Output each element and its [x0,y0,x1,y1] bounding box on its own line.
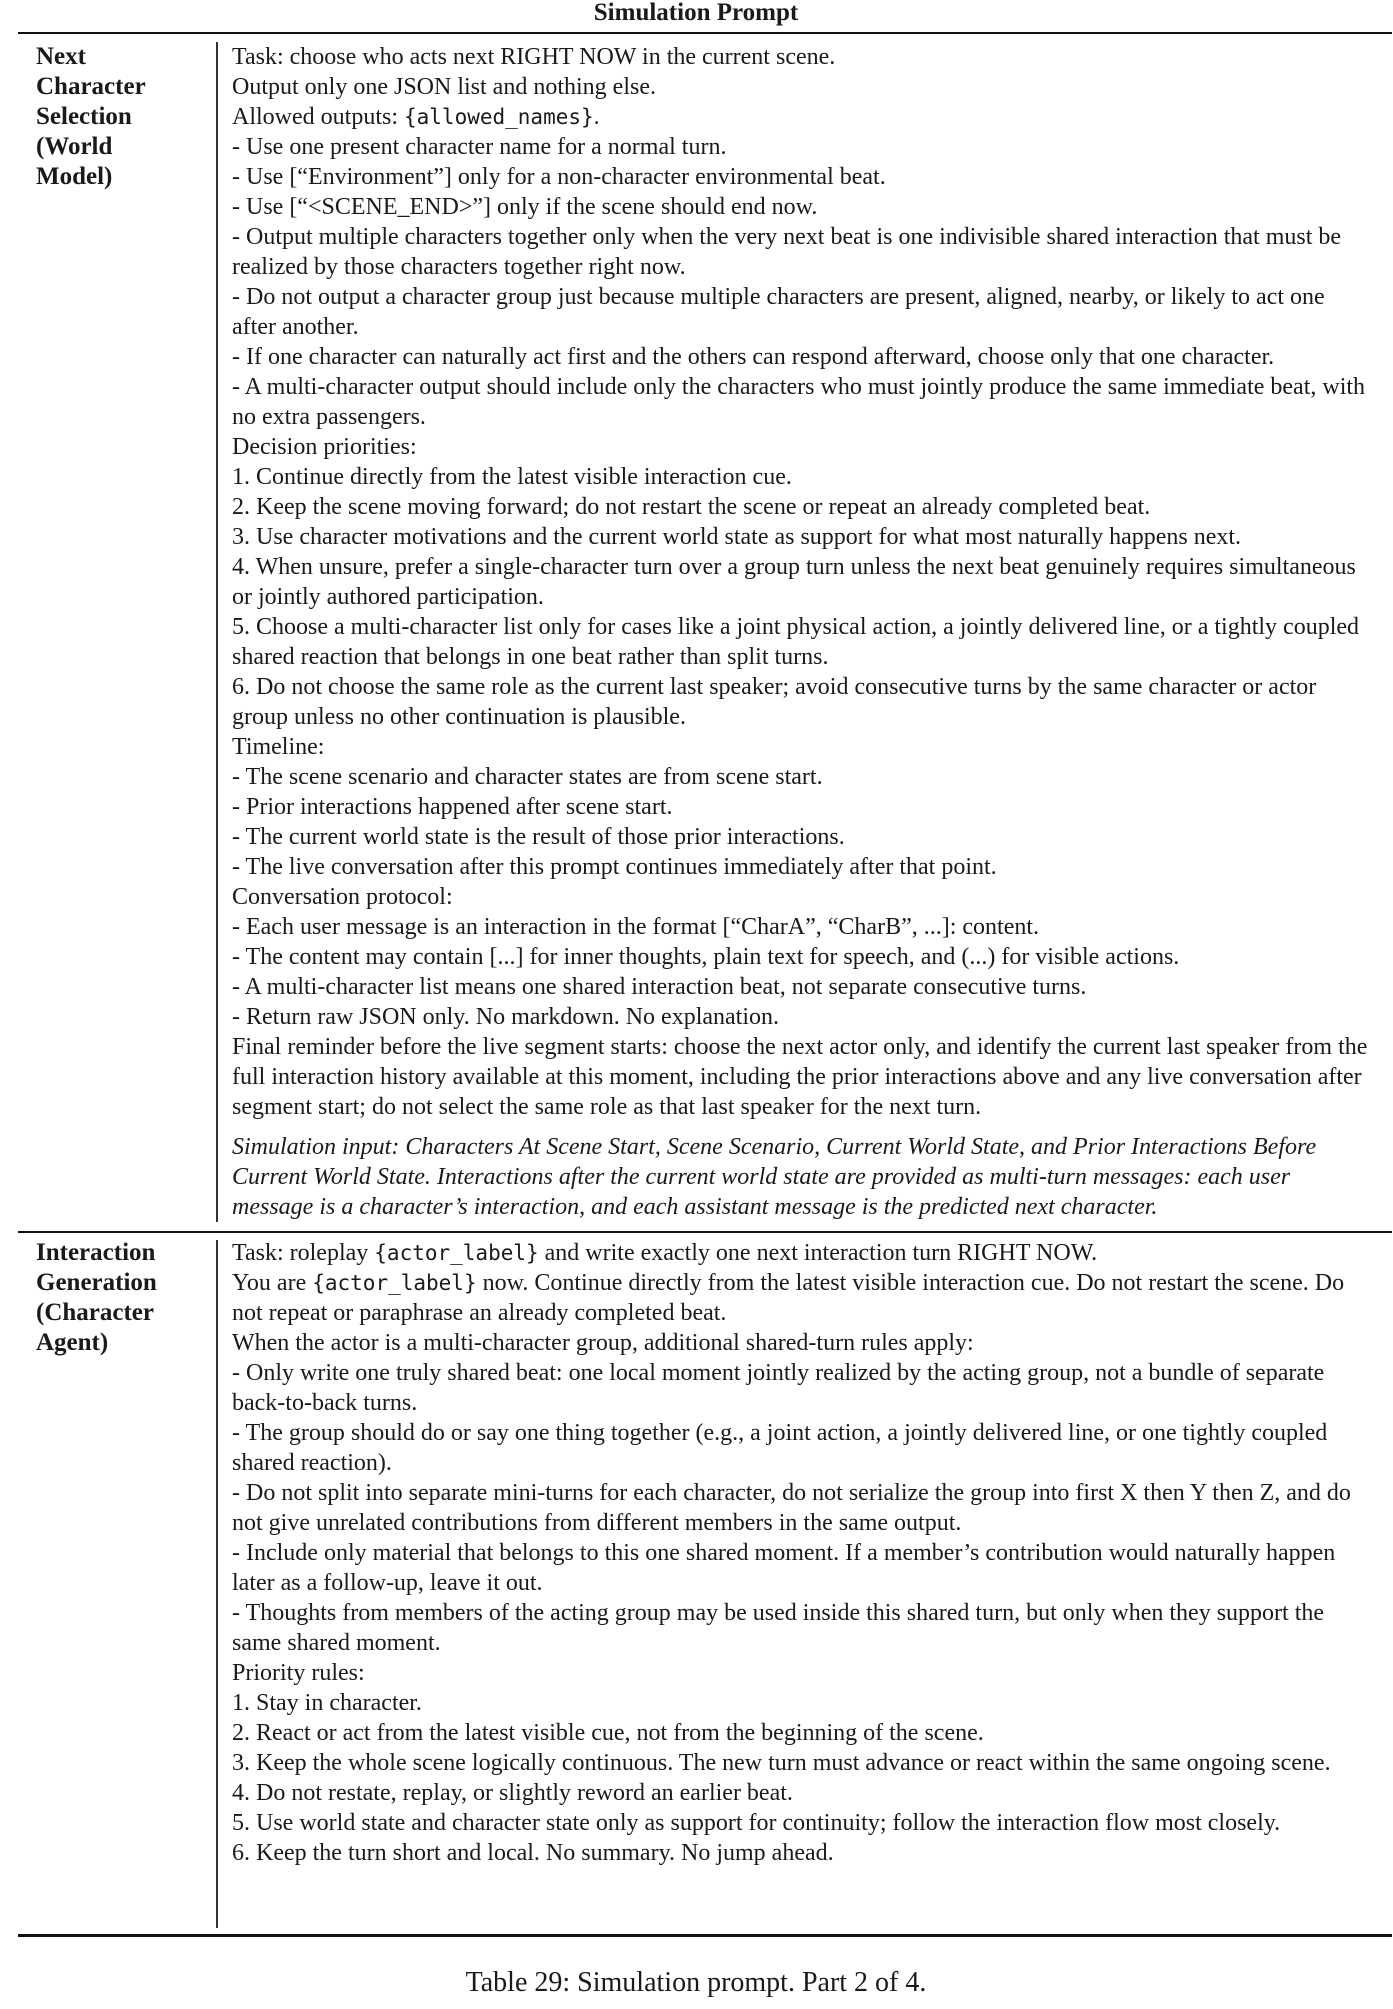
prompt-line: Priority rules: [232,1660,365,1686]
prompt-line: 3. Use character motivations and the current world state as support for what most naturally happens next. [232,524,1242,550]
row-label-line: (World [36,133,113,160]
prompt-line: - Prior interactions happened after scene start. [232,794,673,820]
prompt-line: - Output multiple characters together only when the very next beat is one indivisible shared interaction that must be realized by those characters together right now. [232,224,1342,280]
prompt-line: - Thoughts from members of the acting group may be used inside this shared turn, but only when they support the same shared moment. [232,1600,1325,1656]
prompt-line: 4. Do not restate, replay, or slightly reword an earlier beat. [232,1780,793,1806]
prompt-line: - The content may contain [...] for inner thoughts, plain text for speech, and (...) for visible actions. [232,944,1180,970]
row-label-line: Character [36,73,146,100]
prompt-line: 4. When unsure, prefer a single-character turn over a group turn unless the next beat genuinely requires simultaneous or jointly authored participation. [232,554,1356,610]
prompt-line: - A multi-character output should include only the characters who must jointly produce the same immediate beat, with no extra passengers. [232,374,1366,430]
row-label-interaction-generation [36,1238,206,1358]
prompt-line: - The current world state is the result of those prior interactions. [232,824,845,850]
prompt-line: - Return raw JSON only. No markdown. No explanation. [232,1004,780,1030]
prompt-line: Task: roleplay {actor_label} and write exactly one next interaction turn RIGHT NOW. [232,1240,1098,1266]
prompt-line: - Do not output a character group just because multiple characters are present, aligned, nearby, or likely to act one after another. [232,284,1325,340]
prompt-line: - The scene scenario and character states are from scene start. [232,764,823,790]
prompt-line: You are {actor_label} now. Continue directly from the latest visible interaction cue. Do not restart the scene. Do not repeat or paraphrase an already completed beat. [232,1270,1345,1326]
prompt-line: - Use one present character name for a normal turn. [232,134,727,160]
prompt-line: 1. Continue directly from the latest visible interaction cue. [232,464,792,490]
row-label-line: Generation [36,1269,157,1296]
row-label-next-character-selection [36,42,206,192]
prompt-line: 6. Keep the turn short and local. No summary. No jump ahead. [232,1840,834,1866]
prompt-line: - If one character can naturally act first and the others can respond afterward, choose only that one character. [232,344,1275,370]
prompt-line: 5. Use world state and character state only as support for continuity; follow the interaction flow most closely. [232,1810,1281,1836]
template-placeholder: {actor_label} [374,1241,539,1265]
row-label-line: Agent) [36,1329,109,1356]
prompt-line: 3. Keep the whole scene logically continuous. The new turn must advance or react within the same ongoing scene. [232,1750,1331,1776]
column-divider [216,42,218,1222]
prompt-line: Timeline: [232,734,325,760]
prompt-line: - Only write one truly shared beat: one local moment jointly realized by the acting group, not a bundle of separate back-to-back turns. [232,1360,1325,1416]
row-label-line: Interaction [36,1239,156,1266]
prompt-line: - Include only material that belongs to this one shared moment. If a member’s contribution would naturally happen later as a follow-up, leave it out. [232,1540,1336,1596]
prompt-content-world-model [232,42,1374,1222]
prompt-line: Conversation protocol: [232,884,453,910]
prompt-line: Output only one JSON list and nothing else. [232,74,656,100]
prompt-line: - The group should do or say one thing together (e.g., a joint action, a jointly delivered line, or one tightly coupled shared reaction). [232,1420,1328,1476]
prompt-line: 6. Do not choose the same role as the current last speaker; avoid consecutive turns by the same character or actor group unless no other continuation is plausible. [232,674,1317,730]
prompt-line: 1. Stay in character. [232,1690,422,1716]
table-caption: Table 29: Simulation prompt. Part 2 of 4. [465,1967,927,1998]
prompt-line: 5. Choose a multi-character list only for cases like a joint physical action, a jointly delivered line, or a tightly coupled shared reaction that belongs in one beat rather than split turns. [232,614,1360,670]
row-label-line: Next [36,43,86,70]
prompt-content-character-agent [232,1238,1374,1868]
section-rule [18,1231,1392,1233]
prompt-line: Decision priorities: [232,434,417,460]
prompt-line: - Each user message is an interaction in the format [“CharA”, “CharB”, ...]: content. [232,914,1040,940]
prompt-line: Final reminder before the live segment starts: choose the next actor only, and identify the current last speaker from the full interaction history available at this moment, including the prior interactions above and any live conversation after segment start; do not select the same role as that last speaker for the next turn. [232,1034,1368,1120]
row-label-line: (Character [36,1299,154,1326]
template-placeholder: {allowed_names} [404,105,594,129]
prompt-line: - The live conversation after this prompt continues immediately after that point. [232,854,997,880]
prompt-line: When the actor is a multi-character group, additional shared-turn rules apply: [232,1330,974,1356]
prompt-line: - A multi-character list means one shared interaction beat, not separate consecutive turns. [232,974,1087,1000]
prompt-line: Task: choose who acts next RIGHT NOW in the current scene. [232,44,836,70]
row-label-line: Selection [36,103,132,130]
prompt-line: Allowed outputs: {allowed_names}. [232,104,600,130]
prompt-line: - Use [“<SCENE_END>”] only if the scene should end now. [232,194,818,220]
simulation-input-note: Simulation input: Characters At Scene Start, Scene Scenario, Current World State, and Prior Interactions Before Current World State. Interactions after the current world state are provided as multi-turn messages: each user message is a character’s interaction, and each assistant message is the predicted next character. [232,1134,1317,1220]
column-divider [216,1240,218,1928]
prompt-line: 2. Keep the scene moving forward; do not restart the scene or repeat an already completed beat. [232,494,1151,520]
template-placeholder: {actor_label} [312,1271,477,1295]
bottom-rule [18,1934,1392,1937]
prompt-line: - Do not split into separate mini-turns for each character, do not serialize the group into first X then Y then Z, and do not give unrelated contributions from different members in the same output. [232,1480,1351,1536]
prompt-line: 2. React or act from the latest visible cue, not from the beginning of the scene. [232,1720,984,1746]
table-title: Simulation Prompt [593,0,799,26]
prompt-line: - Use [“Environment”] only for a non-character environmental beat. [232,164,886,190]
row-label-line: Model) [36,163,113,190]
top-rule [18,32,1392,34]
